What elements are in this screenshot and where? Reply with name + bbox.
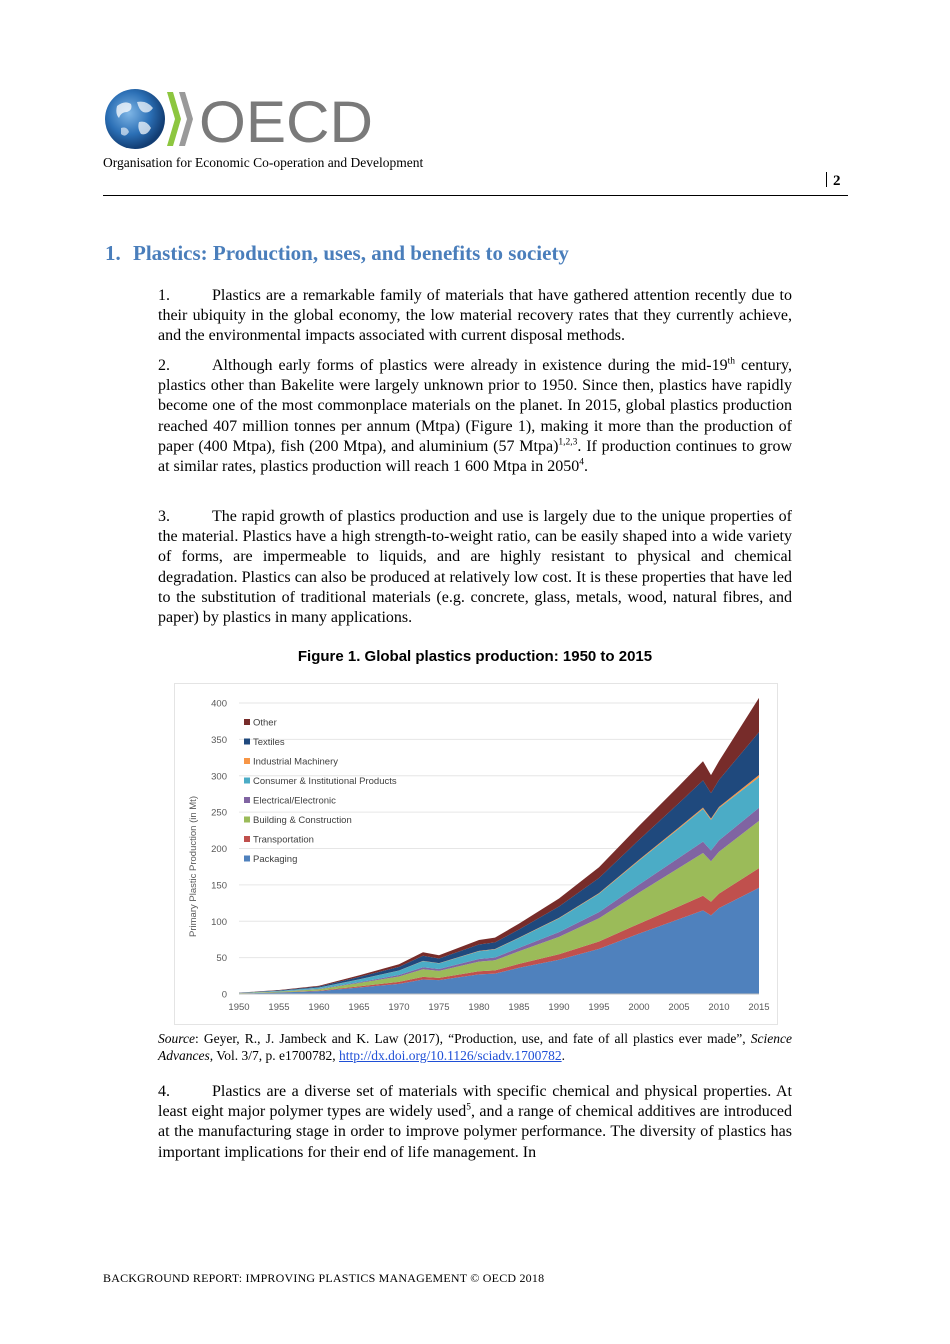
paragraph-text: Plastics are a diverse set of materials with specific chemical and physical properties. At least eight major polymer types are widely used <box>158 1083 792 1121</box>
page-footer: BACKGROUND REPORT: IMPROVING PLASTICS MANAGEMENT © OECD 2018 <box>103 1271 545 1285</box>
y-tick-label: 0 <box>221 989 227 1001</box>
organisation-name: Organisation for Economic Co-operation and Development <box>103 155 424 170</box>
section-heading <box>105 241 569 266</box>
legend-swatch <box>244 739 250 745</box>
paragraph-text: Plastics are a remarkable family of materials that have gathered attention recently due to their ubiquity in the global economy, the low material recovery rates that they currently achieve, and the environmental impacts associated with current disposal methods. <box>158 287 792 345</box>
legend-swatch <box>244 797 250 803</box>
page-number-value: 2 <box>833 173 841 189</box>
source-rest: , Vol. 3/7, p. e1700782, <box>209 1048 339 1063</box>
x-tick-label: 1960 <box>308 1002 330 1013</box>
paragraph-1 <box>158 286 792 347</box>
paragraph-text: . If production continues to grow at similar rates, plastics production will reach 1 600 Mtpa in 2050 <box>158 437 793 476</box>
globe-icon <box>105 89 165 149</box>
x-tick-label: 1970 <box>388 1002 410 1013</box>
figure-caption: Figure 1. Global plastics production: 1950 to 2015 <box>297 648 653 665</box>
section-number: 1. <box>105 241 121 265</box>
y-tick-label: 250 <box>211 807 227 819</box>
paragraph-number: 2. <box>158 357 170 374</box>
source-text: : Geyer, R., J. Jambeck and K. Law (2017), “Production, use, and fate of all plastics ever made”, <box>195 1031 751 1046</box>
paragraph-number: 3. <box>158 508 170 525</box>
chevrons-icon <box>167 92 193 146</box>
x-tick-label: 2015 <box>748 1002 770 1013</box>
source-journal: Science Advances <box>158 1031 792 1063</box>
y-tick-label: 350 <box>211 734 227 746</box>
page-number <box>826 172 841 190</box>
paragraph-text: The rapid growth of plastics production and use is largely due to the unique properties of the material. Plastics have a high strength-to-weight ratio, can be easily shaped into a wide variety of forms, are impermeable to liquids, and are highly resistant to physical and chemical degradation. Plastics can also be produced at relatively low cost. It is these properties that have led to the substitution of traditional materials (e.g. concrete, glass, metals, wood, natural fibres, and paper) by plastics in many applications. <box>158 508 792 627</box>
y-axis-title: Primary Plastic Production (in Mt) <box>188 796 199 937</box>
page-number-divider <box>826 172 827 187</box>
x-tick-label: 1965 <box>348 1002 370 1013</box>
x-tick-label: 1990 <box>548 1002 570 1013</box>
paragraph-number: 4. <box>158 1083 170 1100</box>
figure-source <box>158 1030 792 1064</box>
production-chart <box>175 684 777 1024</box>
legend-swatch <box>244 778 250 784</box>
x-tick-label: 1995 <box>588 1002 610 1013</box>
oecd-logo <box>103 88 373 150</box>
y-tick-label: 400 <box>211 698 227 710</box>
x-tick-label: 2005 <box>668 1002 690 1013</box>
section-title: Plastics: Production, uses, and benefits to society <box>133 241 569 265</box>
footnote-ref[interactable]: 5 <box>466 1102 472 1113</box>
x-tick-label: 1955 <box>268 1002 290 1013</box>
legend-label: Electrical/Electronic <box>253 795 336 807</box>
header-rule <box>103 195 848 196</box>
legend-label: Textiles <box>253 737 285 748</box>
x-tick-label: 1980 <box>468 1002 490 1013</box>
legend-label: Building & Construction <box>253 815 352 826</box>
x-tick-label: 1985 <box>508 1002 530 1013</box>
paragraph-2 <box>158 356 792 477</box>
footnote-ref[interactable]: 4 <box>579 457 584 468</box>
paragraph-3 <box>158 507 792 628</box>
y-tick-label: 200 <box>211 844 227 855</box>
paragraph-4 <box>158 1082 792 1163</box>
paragraph-text: century, plastics other than Bakelite were largely unknown prior to 1950. Since then, plastics have rapidly become one of the most commonplace materials on the planet. In 2015, global plastics production reached 407 million tonnes per annum (Mtpa) (Figure 1), making it more than the production of paper (400 Mtpa), fish (200 Mtpa), and aluminium (57 Mtpa) <box>158 357 792 455</box>
legend-label: Transportation <box>253 834 314 846</box>
source-doi-link[interactable]: http://dx.doi.org/10.1126/sciadv.1700782 <box>339 1048 562 1063</box>
chart-frame <box>174 683 778 1025</box>
paragraph-text: Although early forms of plastics were already in existence during the mid-19 <box>212 357 728 374</box>
legend-swatch <box>244 758 250 764</box>
legend-label: Packaging <box>253 854 298 865</box>
legend-label: Consumer & Institutional Products <box>253 776 397 787</box>
legend-swatch <box>244 836 250 842</box>
superscript: th <box>727 356 735 367</box>
legend-swatch <box>244 719 250 725</box>
y-tick-label: 100 <box>211 916 227 928</box>
source-label: Source <box>158 1031 195 1046</box>
legend-label: Other <box>253 717 277 729</box>
footnote-ref[interactable]: 1,2,3 <box>558 437 578 448</box>
legend-label: Industrial Machinery <box>253 756 339 768</box>
legend-swatch <box>244 817 250 823</box>
source-end: . <box>561 1048 565 1063</box>
x-tick-label: 2000 <box>628 1002 650 1013</box>
x-tick-label: 1975 <box>428 1002 450 1013</box>
legend-swatch <box>244 856 250 862</box>
x-tick-label: 1950 <box>228 1002 250 1013</box>
paragraph-text: . <box>584 458 588 476</box>
paragraph-number: 1. <box>158 287 170 304</box>
y-tick-label: 300 <box>211 771 227 783</box>
x-tick-label: 2010 <box>708 1002 730 1013</box>
oecd-wordmark: OECD <box>199 90 373 150</box>
y-tick-label: 150 <box>211 880 227 892</box>
y-tick-label: 50 <box>216 953 227 965</box>
paragraph-text: , and a range of chemical additives are introduced at the manufacturing stage in order to improve polymer performance. The diversity of plastics has important implications for their end of life management. In <box>158 1103 792 1161</box>
